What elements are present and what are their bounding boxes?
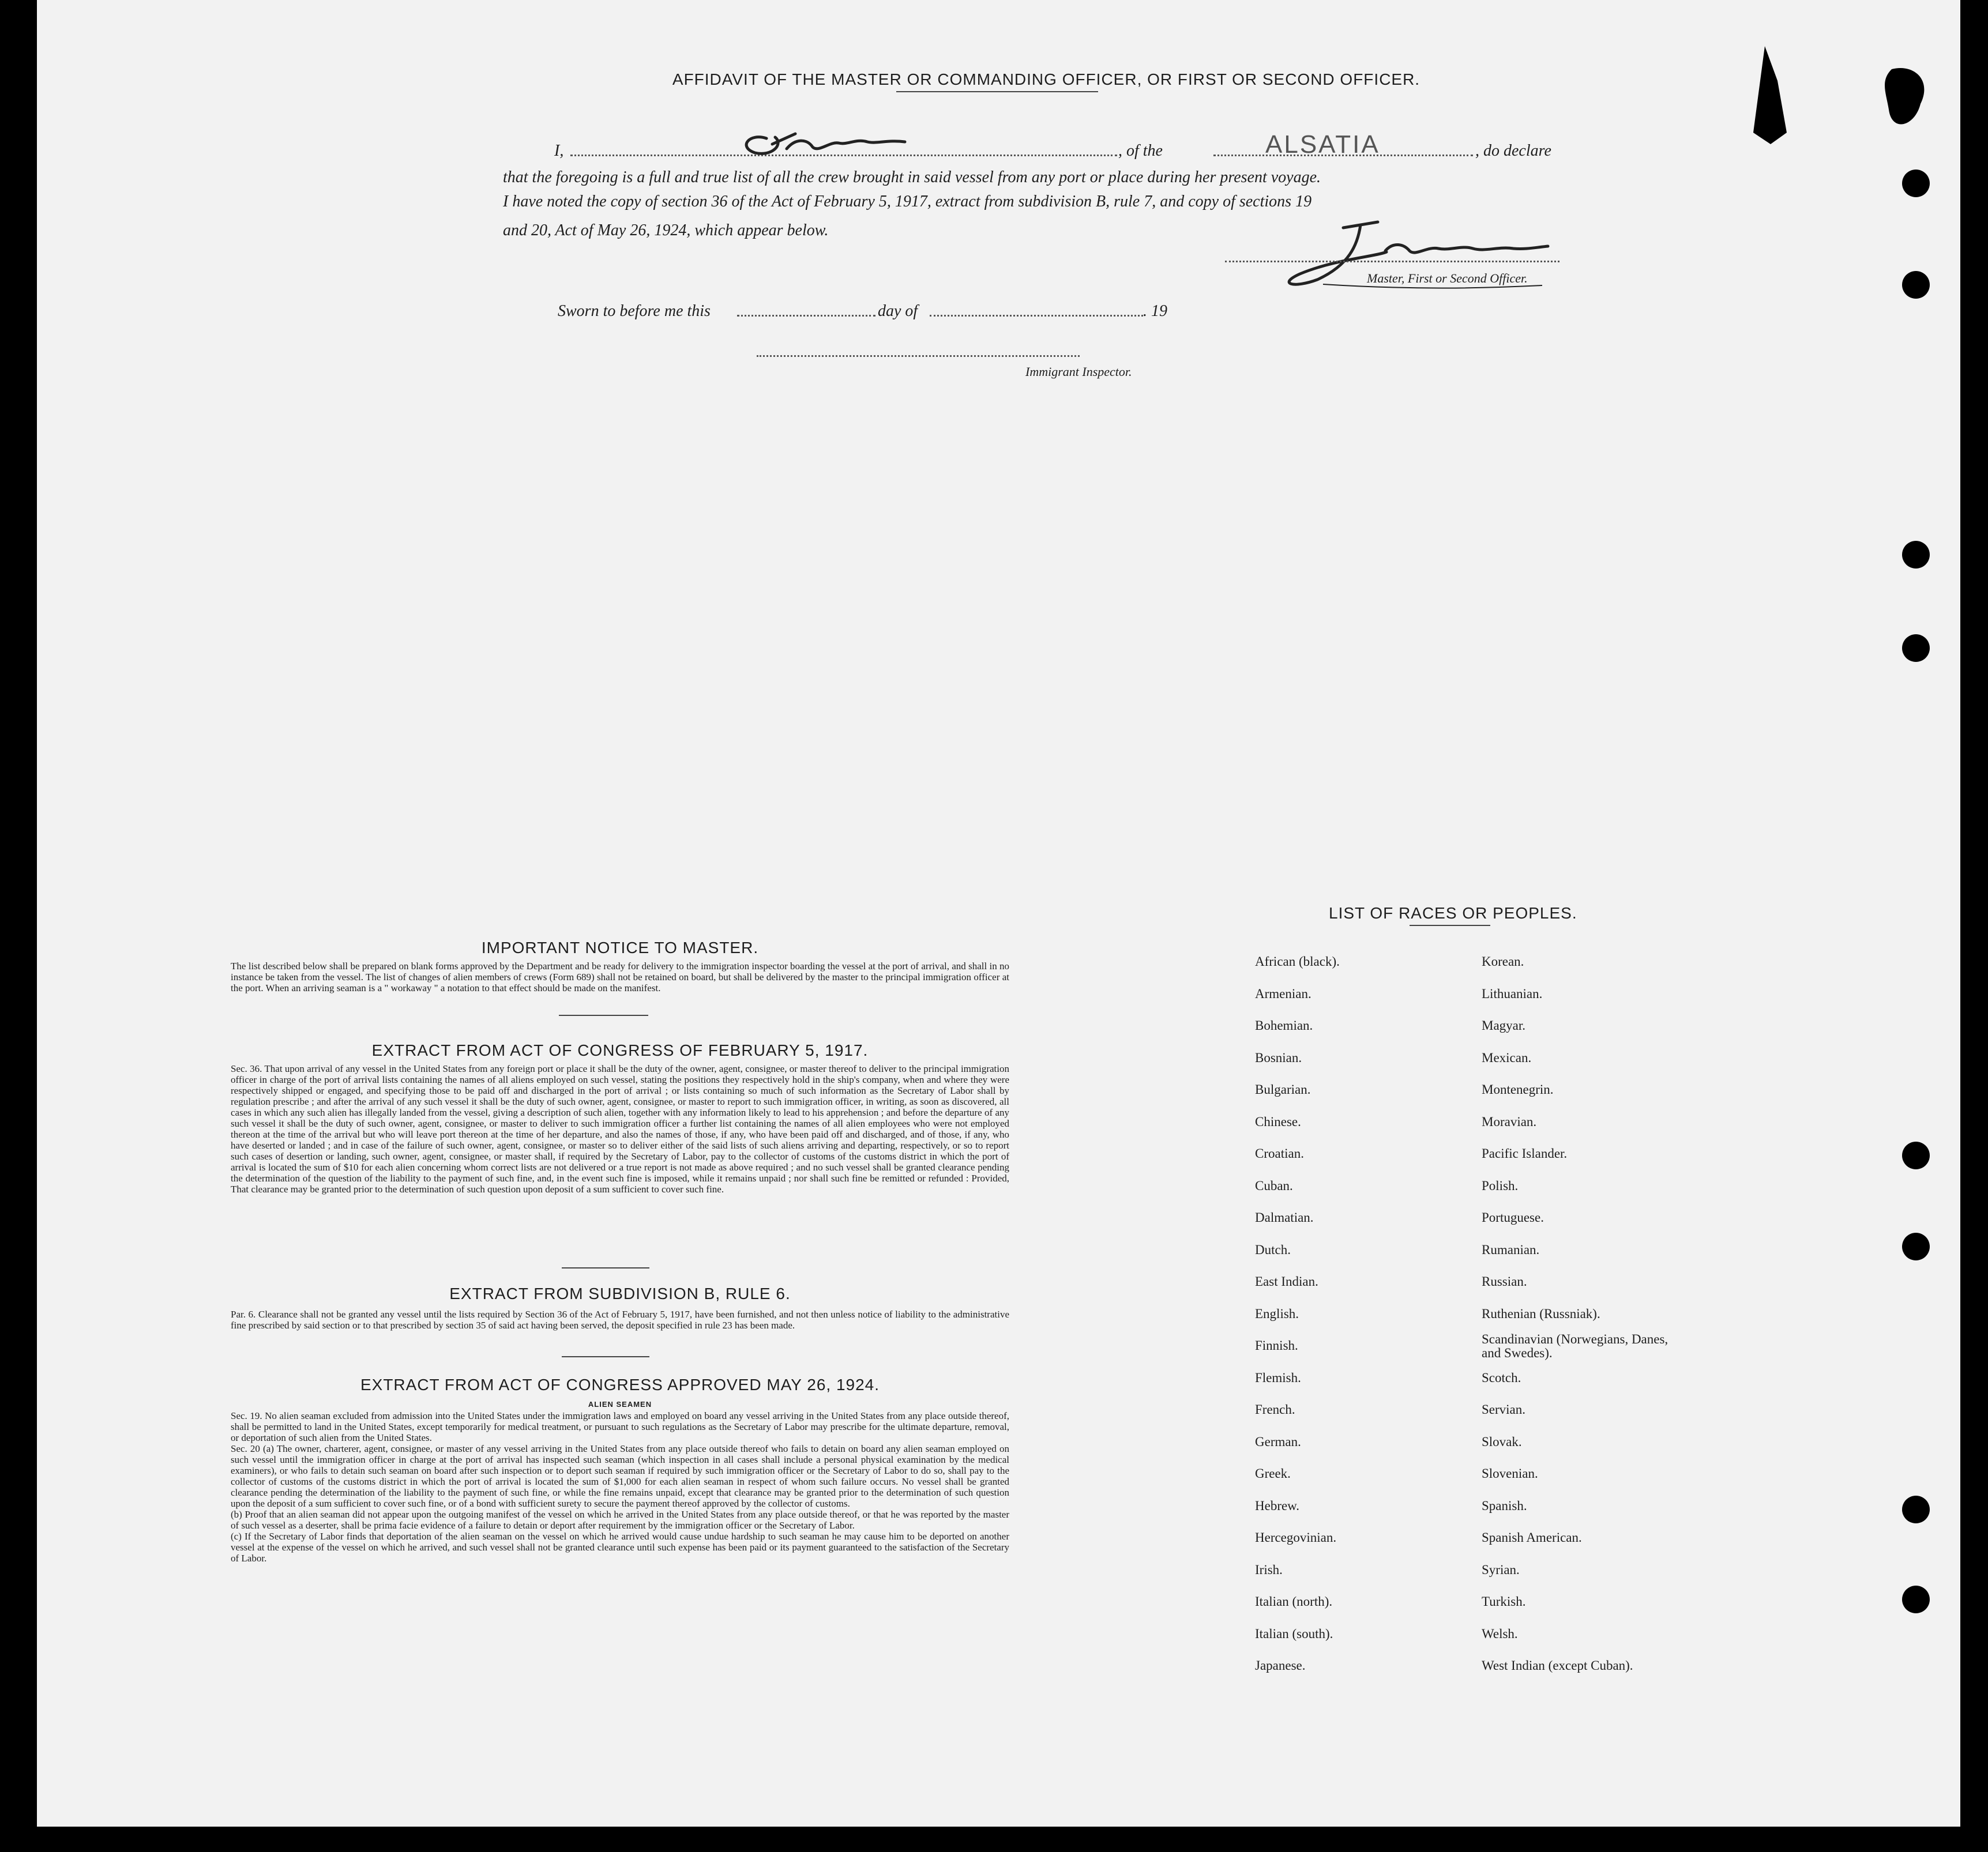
- race-item: Pacific Islander.: [1482, 1146, 1568, 1161]
- race-item: Slovak.: [1482, 1434, 1522, 1449]
- race-item: Servian.: [1482, 1402, 1526, 1417]
- notice-title: IMPORTANT NOTICE TO MASTER.: [481, 939, 759, 957]
- section-20b-text: (b) Proof that an alien seaman did not appear upon the outgoing manifest of the vessel on which he arrived in the United States from any place outside thereof, or that he was reported by the master of such vessel as a deserter, shall be prima facie evidence of a failure to detain or deport after requirement by the immigration officer or the Secretary of Labor.: [231, 1509, 1009, 1531]
- race-item: Magyar.: [1482, 1018, 1526, 1033]
- alien-seamen-subtitle: ALIEN SEAMEN: [588, 1400, 652, 1409]
- race-item: Slovenian.: [1482, 1466, 1538, 1481]
- race-item: Russian.: [1482, 1274, 1527, 1289]
- sworn-day-field[interactable]: [737, 315, 875, 317]
- title-underline: [896, 91, 1098, 92]
- document-page: [37, 0, 1960, 1827]
- race-item: Montenegrin.: [1482, 1082, 1554, 1097]
- race-item: Greek.: [1255, 1466, 1291, 1481]
- race-item: Portuguese.: [1482, 1210, 1544, 1225]
- binder-hole: [1902, 271, 1930, 299]
- binder-hole: [1902, 1233, 1930, 1260]
- race-item: Flemish.: [1255, 1370, 1301, 1385]
- master-caption: Master, First or Second Officer.: [1367, 271, 1528, 285]
- section-20a-text: Sec. 20 (a) The owner, charterer, agent, consignee, or master of any vessel arriving in the United States from any place outside thereof who fails to detain on board any alien seaman employed on such vessel until the immigration officer in charge at the port of arrival has inspected such seaman (which inspection in all cases shall include a personal physical examination by the medical examiners), or who fails to detain such seaman on board after such inspection or to deport such seaman if required by such immigration officer or the Secretary of Labor to do so, shall pay to the collector of customs of the customs district in which the port of arrival is located the sum of $1,000 for each alien seaman in respect of whom such failure occurs. No vessel shall be granted clearance pending the determination of the liability to the payment of such fine, or while the fine remains unpaid, except that clearance may be granted prior to the determination of such question upon the deposit of a sum sufficient to cover such fine, or of a bond with sufficient surety to secure the payment thereof approved by the collector of customs.: [231, 1443, 1009, 1509]
- race-item: Moravian.: [1482, 1114, 1537, 1129]
- race-item: Bulgarian.: [1255, 1082, 1311, 1097]
- race-item: Hebrew.: [1255, 1498, 1300, 1513]
- day-of-label: day of: [878, 302, 918, 320]
- race-item: Ruthenian (Russniak).: [1482, 1306, 1600, 1321]
- year-label: . 19: [1143, 302, 1167, 320]
- inspector-signature-line[interactable]: [757, 355, 1080, 357]
- affidavit-line-3: and 20, Act of May 26, 1924, which appear below.: [503, 221, 829, 239]
- race-item: Cuban.: [1255, 1178, 1293, 1193]
- extract-rule-text: Par. 6. Clearance shall not be granted any vessel until the lists required by Section 36 of the Act of February 5, 1917, have been furnished, and not then unless notice of liability to the administrative fine prescribed by said section or to that prescribed by section 35 of said act having been served, the deposit specified in rule 23 has been made.: [231, 1309, 1009, 1331]
- binder-hole: [1902, 634, 1930, 662]
- race-item: Scotch.: [1482, 1370, 1521, 1385]
- inspector-caption: Immigrant Inspector.: [1025, 364, 1132, 379]
- race-item: Bohemian.: [1255, 1018, 1313, 1033]
- race-item: Rumanian.: [1482, 1242, 1540, 1257]
- binder-hole: [1902, 1142, 1930, 1169]
- race-item: Italian (north).: [1255, 1594, 1333, 1609]
- race-item: Dutch.: [1255, 1242, 1291, 1257]
- race-item: Armenian.: [1255, 986, 1311, 1001]
- name-signature: [732, 121, 922, 161]
- race-item: French.: [1255, 1402, 1295, 1417]
- torn-corner-mark: [1742, 46, 1932, 161]
- extract-1917-divider: [562, 1267, 649, 1268]
- race-item: Welsh.: [1482, 1626, 1518, 1641]
- race-item: Lithuanian.: [1482, 986, 1543, 1001]
- race-item: Dalmatian.: [1255, 1210, 1314, 1225]
- sworn-month-field[interactable]: [930, 315, 1143, 317]
- binder-hole: [1902, 1496, 1930, 1523]
- race-item: Mexican.: [1482, 1050, 1532, 1065]
- race-item: Italian (south).: [1255, 1626, 1333, 1641]
- section-20c-text: (c) If the Secretary of Labor finds that deportation of the alien seaman on the vessel on which he arrived would cause undue hardship to such seaman he may cause him to be deported on another vessel at the expense of the vessel on which he arrived, and such vessel shall not be granted clearance until such expense has been paid or its payment guaranteed to the satisfaction of the Secretary of Labor.: [231, 1531, 1009, 1564]
- vessel-name-stamp: ALSATIA: [1265, 130, 1380, 159]
- race-item: German.: [1255, 1434, 1301, 1449]
- races-title-underline: [1410, 925, 1490, 926]
- race-item: Croatian.: [1255, 1146, 1304, 1161]
- race-item: Japanese.: [1255, 1658, 1306, 1673]
- race-item: Syrian.: [1482, 1562, 1520, 1577]
- race-item: Chinese.: [1255, 1114, 1301, 1129]
- race-item: West Indian (except Cuban).: [1482, 1658, 1633, 1673]
- affidavit-title: AFFIDAVIT OF THE MASTER OR COMMANDING OFFICER, OR FIRST OR SECOND OFFICER.: [672, 70, 1420, 88]
- race-item: Polish.: [1482, 1178, 1519, 1193]
- races-title: LIST OF RACES OR PEOPLES.: [1329, 904, 1577, 922]
- race-item: Korean.: [1482, 954, 1524, 969]
- of-the-label: , of the: [1118, 142, 1163, 160]
- race-item: English.: [1255, 1306, 1299, 1321]
- declare-label: , do declare: [1475, 142, 1551, 160]
- section-19-text: Sec. 19. No alien seaman excluded from admission into the United States under the immigration laws and employed on board any vessel arriving in the United States from any place outside thereof, shall be permitted to land in the United States, except temporarily for medical treatment, or pursuant to such regulations as the Secretary of Labor may prescribe for the ultimate departure, removal, or deportation of such alien from the United States.: [231, 1410, 1009, 1443]
- race-item: Finnish.: [1255, 1338, 1298, 1353]
- notice-text: The list described below shall be prepared on blank forms approved by the Department and be ready for delivery to the immigration inspector boarding the vessel at the port of arrival, and shall in no instance be taken from the vessel. The list of changes of alien members of crews (Form 689) shall not be retained on board, but shall be delivered by the master to the principal immigration officer at the port. When an arriving seaman is a " workaway " a notation to that effect should be made on the manifest.: [231, 961, 1009, 993]
- master-signature-line[interactable]: [1225, 261, 1559, 262]
- i-label: I,: [554, 142, 564, 160]
- binder-hole: [1902, 541, 1930, 569]
- notice-divider: [559, 1015, 648, 1016]
- race-item: Turkish.: [1482, 1594, 1526, 1609]
- binder-hole: [1902, 1586, 1930, 1613]
- race-item: Scandinavian (Norwegians, Danes, and Swedes).: [1482, 1332, 1668, 1360]
- affidavit-line-1: that the foregoing is a full and true list of all the crew brought in said vessel from any port or place during her present voyage.: [503, 168, 1321, 186]
- race-item: Bosnian.: [1255, 1050, 1302, 1065]
- extract-1917-title: EXTRACT FROM ACT OF CONGRESS OF FEBRUARY 5, 1917.: [371, 1041, 869, 1059]
- race-item: Hercegovinian.: [1255, 1530, 1337, 1545]
- extract-rule-divider: [562, 1356, 649, 1357]
- affidavit-line-2: I have noted the copy of section 36 of the Act of February 5, 1917, extract from subdivision B, rule 7, and copy of sections 19: [503, 193, 1312, 210]
- extract-1924-body: [231, 1410, 1009, 1564]
- extract-1917-text: Sec. 36. That upon arrival of any vessel in the United States from any foreign port or place it shall be the duty of the owner, agent, consignee, or master thereof to deliver to the principal immigration officer in charge of the port of arrival lists containing the names of all aliens employed on such vessel, stating the positions they respectively hold in the ship's company, when and where they were respectively shipped or engaged, and specifying those to be paid off and discharged in the port of arrival ; or lists containing so much of such information as the Secretary of Labor shall by regulation prescribe ; and after the arrival of any such vessel it shall be the duty of such owner, agent, consignee, or master to report to such immigration officer, in writing, as soon as discovered, all cases in which any such alien has illegally landed from the vessel, giving a description of such alien, together with any information likely to lead to his apprehension ; and before the departure of any such vessel it shall be the duty of such owner, agent, consignee, or master to deliver to such immigration officer a further list containing the names of all alien employees who were not employed thereon at the time of the arrival but who will leave port thereon at the time of her departure, and also the names of those, if any, who have been paid off and discharged, and of those, if any, who have deserted or landed ; and in case of the failure of such owner, agent, consignee, or master so to deliver either of the said lists of such aliens arriving and departing, respectively, or so to report such cases of desertion or landing, such owner, agent, consignee, or master shall, if required by the Secretary of Labor, pay to the collector of customs of the customs district in which the port of arrival is located the sum of $10 for each alien concerning whom correct lists are not delivered or a true report is not made as above required ; and no such vessel shall be granted clearance pending the determination of the question of the liability to the payment of such fine, and, in the event such fine is imposed, while it remains unpaid ; nor shall such fine be remitted or refunded : Provided, That clearance may be granted prior to the determination of such question upon deposit of a sum sufficient to cover such fine.: [231, 1063, 1009, 1195]
- extract-1924-title: EXTRACT FROM ACT OF CONGRESS APPROVED MAY 26, 1924.: [360, 1376, 880, 1394]
- extract-rule-title: EXTRACT FROM SUBDIVISION B, RULE 6.: [449, 1285, 791, 1303]
- race-item: Irish.: [1255, 1562, 1283, 1577]
- race-item: Spanish.: [1482, 1498, 1527, 1513]
- race-item: African (black).: [1255, 954, 1340, 969]
- binder-hole: [1902, 170, 1930, 197]
- sworn-label: Sworn to before me this: [558, 302, 711, 320]
- race-item: East Indian.: [1255, 1274, 1318, 1289]
- race-item: Spanish American.: [1482, 1530, 1582, 1545]
